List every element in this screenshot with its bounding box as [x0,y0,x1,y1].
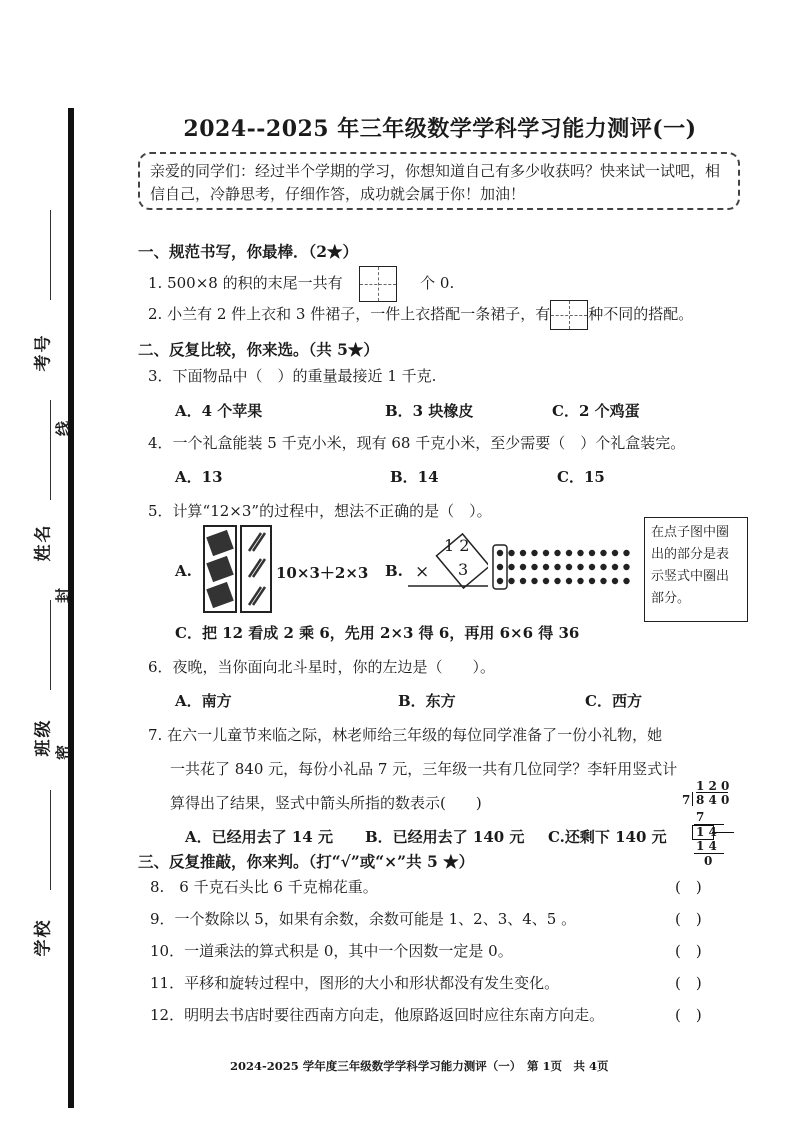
dot [612,564,618,570]
q6-option-b[interactable]: B．东方 [398,692,456,710]
intro-box: 亲爱的同学们：经过半个学期的学习，你想知道自己有多少收获吗？快来试一试吧，相信自己，冷静思考，仔细作答，成功就会属于你！加油！ [138,152,740,210]
answer-box-2[interactable] [550,300,588,330]
dot [508,564,514,570]
dot [600,564,606,570]
dot [543,550,549,556]
q7-option-b[interactable]: B．已经用去了 140 元 [365,828,525,846]
dot [543,564,549,570]
dot [623,578,629,584]
dot [577,550,583,556]
q6-option-c[interactable]: C．西方 [585,692,642,710]
dot [508,550,514,556]
seal-mark-mi: 密 [54,744,73,761]
xingming-blank [50,400,51,500]
seal-mark-feng: 封 [54,587,73,604]
question-2-suffix: 种不同的搭配。 [588,305,694,323]
q5-option-b[interactable]: B. [385,562,403,580]
question-7-line-2: 一共花了 840 元，每份小礼品 7 元，三年级一共有几位同学？李轩用竖式计 [170,760,678,778]
q4-option-b[interactable]: B．14 [390,468,439,486]
judge-answer-paren[interactable]: ( ) [675,910,702,928]
dot [623,564,629,570]
dot [566,578,572,584]
step-1: 7 [696,810,705,824]
question-5: 5．计算“12×3”的过程中，想法不正确的是（ ）。 [148,502,492,520]
dot [589,564,595,570]
q7-option-a[interactable]: A．已经用去了 14 元 [185,828,333,846]
xuexiao-blank [50,790,51,890]
dot [508,578,514,584]
question-6: 6．夜晚，当你面向北斗星时，你的左边是（ ）。 [148,658,496,676]
step-2: 1 4 [696,825,717,839]
dot [589,578,595,584]
judge-answer-paren[interactable]: ( ) [675,1006,702,1024]
binding-line [68,108,74,1108]
dot [600,550,606,556]
arrow-indicator [712,832,734,833]
xingming-label: 姓名 [33,523,54,562]
question-4: 4．一个礼盒能装 5 千克小米，现有 68 千克小米，至少需要（ ）个礼盒装完。 [148,434,686,452]
q3-option-b[interactable]: B．3 块橡皮 [385,402,474,420]
dot [589,550,595,556]
dividend: 8 4 0 [696,793,730,807]
dot [623,550,629,556]
judge-question: 8. 6 千克石头比 6 千克棉花重。 [150,878,378,896]
q3-option-a[interactable]: A．4 个苹果 [175,402,263,420]
judge-question: 11．平移和旋转过程中，图形的大小和形状都没有发生变化。 [150,974,560,992]
dot [600,578,606,584]
dot [612,578,618,584]
question-7-line-3: 算得出了结果，竖式中箭头所指的数表示( ) [170,794,482,812]
dot [554,564,560,570]
judge-question: 12．明明去书店时要往西南方向走，他原路返回时应往东南方向走。 [150,1006,605,1024]
q5-option-c[interactable]: C．把 12 看成 2 乘 6，先用 2×3 得 6，再用 6×6 得 36 [175,624,580,642]
question-1-suffix: 个 0. [420,274,455,292]
question-3: 3．下面物品中（ ）的重量最接近 1 千克. [148,367,437,385]
dot [566,564,572,570]
judge-answer-paren[interactable]: ( ) [675,974,702,992]
judge-question: 9．一个数除以 5，如果有余数，余数可能是 1、2、3、4、5 。 [150,910,577,928]
q6-option-a[interactable]: A．南方 [175,692,232,710]
page-title: 2024--2025 年三年级数学学科学习能力测评(一) [183,116,697,142]
b-multiplier: 3 [458,560,469,579]
judge-answer-paren[interactable]: ( ) [675,942,702,960]
dot [520,578,526,584]
judge-question: 10．一道乘法的算式积是 0，其中一个因数一定是 0。 [150,942,513,960]
q5-note: 在点子图中圈出的部分是表示竖式中圈出部分。 [644,517,748,622]
dot [497,578,503,584]
kaohao-label: 考号 [33,333,54,372]
dot [577,564,583,570]
dot [497,550,503,556]
q7-option-c[interactable]: C.还剩下 140 元 [548,828,667,846]
dot [543,578,549,584]
seal-mark-xian: 线 [54,420,73,437]
kaohao-blank [50,210,51,300]
step-4: 0 [704,854,713,868]
dot [520,550,526,556]
sticks-figure [203,525,273,613]
question-2-text: 2. 小兰有 2 件上衣和 3 件裙子，一件上衣搭配一条裙子，有 [148,305,551,323]
q5-option-a-expr: 10×3＋2×3 [276,564,369,582]
dot [531,550,537,556]
section-1-heading: 一、规范书写，你最棒．（2★） [138,242,359,261]
b-times: × [415,562,430,582]
question-7-line-1: 7. 在六一儿童节来临之际，林老师给三年级的每位同学准备了一份小礼物，她 [148,726,663,744]
answer-box-1[interactable] [359,266,397,302]
divisor: 7 [682,793,691,807]
banji-label: 班级 [33,718,54,757]
section-3-heading: 三、反复推敲，你来判。（打“√”或“×”共 5 ★） [138,852,475,871]
judge-answer-paren[interactable]: ( ) [675,878,702,896]
page-footer: 2024-2025 学年度三年级数学学科学习能力测评（一） 第 1页 共 4页 [230,1059,609,1073]
dot [612,550,618,556]
dot [554,550,560,556]
quotient: 1 2 0 [696,779,730,793]
question-1 [148,266,454,302]
long-division [680,780,740,872]
dot [497,564,503,570]
q3-option-c[interactable]: C．2 个鸡蛋 [552,402,640,420]
q4-option-c[interactable]: C．15 [557,468,605,486]
dot [577,578,583,584]
dot [566,550,572,556]
dot [520,564,526,570]
dot [531,564,537,570]
q5-option-a[interactable]: A. [175,562,192,580]
q4-option-a[interactable]: A．13 [175,468,223,486]
banji-blank [50,600,51,690]
step-3: 1 4 [696,839,717,853]
question-2 [148,300,693,330]
b-multiplicand: 1 2 [444,536,470,555]
question-1-text: 1. 500×8 的积的末尾一共有 [148,274,343,292]
dot [554,578,560,584]
xuexiao-label: 学校 [33,918,54,957]
dot [531,578,537,584]
dot-grid [492,544,642,590]
section-2-heading: 二、反复比较，你来选。（共 5★） [138,340,379,359]
